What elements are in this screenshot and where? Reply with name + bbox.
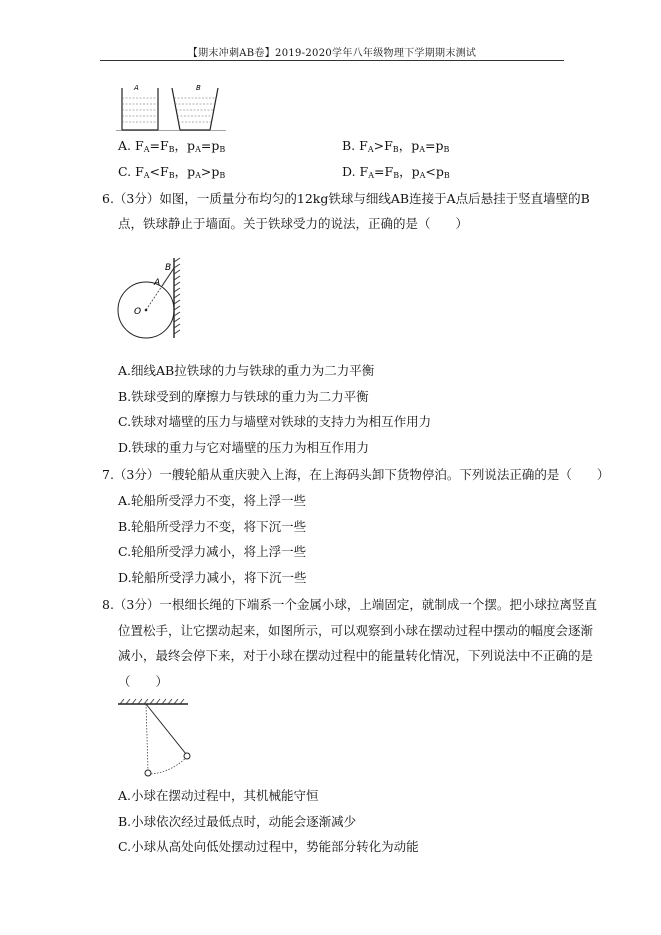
q6-option-d: D.铁球的重力与它对墙壁的压力为相互作用力 (118, 440, 370, 455)
q6-option-a: A.细线AB拉铁球的力与铁球的重力为二力平衡 (118, 363, 375, 378)
q7-option-d: D.轮船所受浮力减小，将下沉一些 (118, 570, 307, 585)
label-o: O (134, 307, 142, 317)
ball-wall-figure (114, 258, 190, 338)
q6-stem-line2: 点，铁球静止于墙面。关于铁球受力的说法，正确的是（ ） (118, 216, 469, 231)
header-title: 【期末冲刺AB卷】2019-2020学年八年级物理下学期期末测试 (187, 48, 477, 59)
q8-stem-line1: 8.（3分）一根细长绳的下端系一个金属小球，上端固定，就制成一个摆。把小球拉离竖直 (102, 597, 597, 612)
container-b-label: B (196, 84, 201, 92)
q8-option-a: A.小球在摆动过程中，其机械能守恒 (118, 788, 319, 803)
q8-option-c: C.小球从高处向低处摆动过程中，势能部分转化为动能 (118, 839, 419, 854)
q8-stem-line3: 减小，最终会停下来，对于小球在摆动过程中的能量转化情况，下列说法中不正确的是 (118, 648, 594, 663)
container-a-label: A (134, 84, 139, 92)
q5-option-d: D. $F_A=F_B$，$p_A<p_B$ (342, 164, 450, 180)
q7-option-b: B.轮船所受浮力不变，将下沉一些 (118, 519, 307, 534)
label-a: A (154, 278, 161, 288)
pendulum-figure (116, 698, 194, 782)
q7-option-c: C.轮船所受浮力减小，将上浮一些 (118, 544, 307, 559)
container-a (122, 84, 158, 130)
q5-option-a: A. $F_A=F_B$，$p_A=p_B$ (118, 138, 226, 154)
q7-option-a: A.轮船所受浮力不变，将上浮一些 (118, 493, 307, 508)
q5-option-b: B. $F_A>F_B$，$p_A=p_B$ (342, 138, 450, 154)
container-b (172, 84, 218, 130)
containers-figure (116, 80, 226, 136)
q8-option-b: B.小球依次经过最低点时，动能会逐渐减少 (118, 814, 357, 829)
q5-option-c: C. $F_A<F_B$，$p_A>p_B$ (118, 164, 226, 180)
q6-option-b: B.铁球受到的摩擦力与铁球的重力为二力平衡 (118, 389, 369, 404)
header-rule (100, 60, 564, 61)
q8-stem-line4: （ ） (118, 674, 169, 689)
q7-stem: 7.（3分）一艘轮船从重庆驶入上海，在上海码头卸下货物停泊。下列说法正确的是（ ） (102, 467, 610, 482)
q6-option-c: C.铁球对墙壁的压力与墙壁对铁球的支持力为相互作用力 (118, 414, 432, 429)
q8-stem-line2: 位置松手，让它摆动起来，如图所示，可以观察到小球在摆动过程中摆动的幅度会逐渐 (118, 623, 594, 638)
label-b: B (165, 263, 172, 273)
q6-stem-line1: 6.（3分）如图，一质量分布均匀的12kg铁球与细线AB连接于A点后悬挂于竖直墙壁的B (102, 191, 590, 206)
